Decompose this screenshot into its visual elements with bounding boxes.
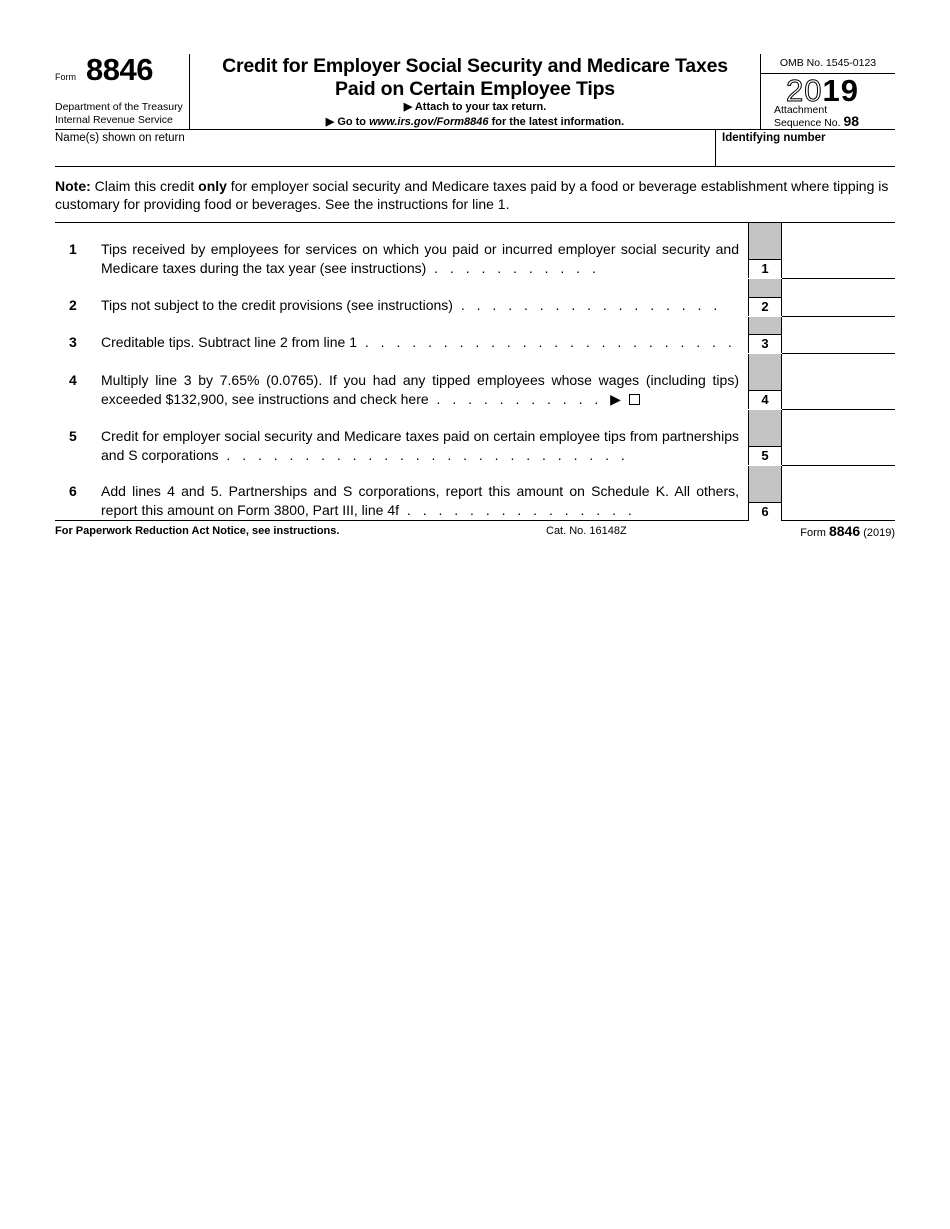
line-1-amount-field[interactable] <box>782 223 895 279</box>
tax-year: 2019 <box>786 73 859 108</box>
form-word: Form <box>55 72 76 82</box>
form-lines <box>55 223 895 521</box>
form-id-block <box>55 54 190 130</box>
line-number: 2 <box>69 297 77 313</box>
irs-url-link[interactable]: www.irs.gov/Form8846 <box>369 116 489 128</box>
line-text: Tips received by employees for services on which you paid or incurred employer social security and Medicare taxes during the tax year (see instructions) . . . . . . . . . . . <box>101 241 739 276</box>
line-box-label: 5 <box>748 446 782 465</box>
agency: Internal Revenue Service <box>55 114 173 126</box>
taxpayer-info-row <box>55 130 895 167</box>
form-footer <box>55 521 895 539</box>
line-2-amount-field[interactable] <box>782 279 895 317</box>
line-number: 5 <box>69 428 77 444</box>
note-paragraph: Note: Claim this credit only for employer social security and Medicare taxes paid by a food or beverage establishment where tipping is customary for providing food or beverages. See the instructions for line 1. <box>55 167 895 223</box>
line-6-amount-field[interactable] <box>782 466 895 521</box>
shaded-cell <box>748 279 782 297</box>
line-box-label: 3 <box>748 334 782 353</box>
name-label: Name(s) shown on return <box>55 132 185 144</box>
shaded-cell <box>748 317 782 334</box>
form-title-line2: Paid on Certain Employee Tips <box>335 78 615 100</box>
line-text: Multiply line 3 by 7.65% (0.0765). If you had any tipped employees whose wages (including tips) exceeded $132,900, see instructions and check here . . . . . . . . . . . ▶ <box>101 372 739 407</box>
form-number: 8846 <box>86 52 153 87</box>
line-number: 4 <box>69 372 77 388</box>
line-box-label: 2 <box>748 297 782 316</box>
omb-year-block <box>760 54 895 130</box>
paperwork-notice: For Paperwork Reduction Act Notice, see instructions. <box>55 525 340 537</box>
line-text: Creditable tips. Subtract line 2 from line 1 . . . . . . . . . . . . . . . . . . . . . . . . <box>101 334 736 350</box>
identifying-number-label: Identifying number <box>722 132 826 144</box>
attachment-sequence: Attachment Sequence No. 98 <box>774 104 860 129</box>
shaded-cell <box>748 466 782 502</box>
line-5-amount-field[interactable] <box>782 410 895 466</box>
sequence-number: 98 <box>843 113 860 129</box>
form-title-block <box>191 54 759 130</box>
shaded-cell <box>748 223 782 259</box>
line-box-label: 1 <box>748 259 782 278</box>
omb-number: OMB No. 1545-0123 <box>761 54 895 74</box>
shaded-cell <box>748 354 782 390</box>
name-field[interactable] <box>55 130 716 167</box>
attach-instruction: ▶ Attach to your tax return. <box>403 101 547 113</box>
line-number: 1 <box>69 241 77 257</box>
footer-form-id: Form 8846 (2019) <box>800 523 895 539</box>
catalog-number: Cat. No. 16148Z <box>546 525 627 537</box>
line-text: Credit for employer social security and Medicare taxes paid on certain employee tips from partnerships and S corporations . . . . . . . . . . . . . . . . . . . . . . . . . . <box>101 428 739 463</box>
line-number: 6 <box>69 483 77 499</box>
line-3-amount-field[interactable] <box>782 317 895 354</box>
goto-instruction: ▶ Go to www.irs.gov/Form8846 for the latest information. <box>325 116 625 128</box>
form-title-line1: Credit for Employer Social Security and Medicare Taxes <box>222 55 728 77</box>
department-block <box>55 101 183 127</box>
line-box-label: 6 <box>748 502 782 521</box>
line-number: 3 <box>69 334 77 350</box>
line-box-label: 4 <box>748 390 782 409</box>
line-4-amount-field[interactable] <box>782 354 895 410</box>
shaded-cell <box>748 410 782 446</box>
tipped-employees-checkbox[interactable] <box>629 394 640 405</box>
line-text: Add lines 4 and 5. Partnerships and S corporations, report this amount on Schedule K. All others, report this amount on Form 3800, Part III, line 4f . . . . . . . . . . . . . . . <box>101 483 739 518</box>
department: Department of the Treasury <box>55 101 183 113</box>
line-text: Tips not subject to the credit provisions (see instructions) . . . . . . . . . . . . . . . . . <box>101 297 722 313</box>
form-header <box>55 54 895 130</box>
form-8846 <box>55 54 895 539</box>
